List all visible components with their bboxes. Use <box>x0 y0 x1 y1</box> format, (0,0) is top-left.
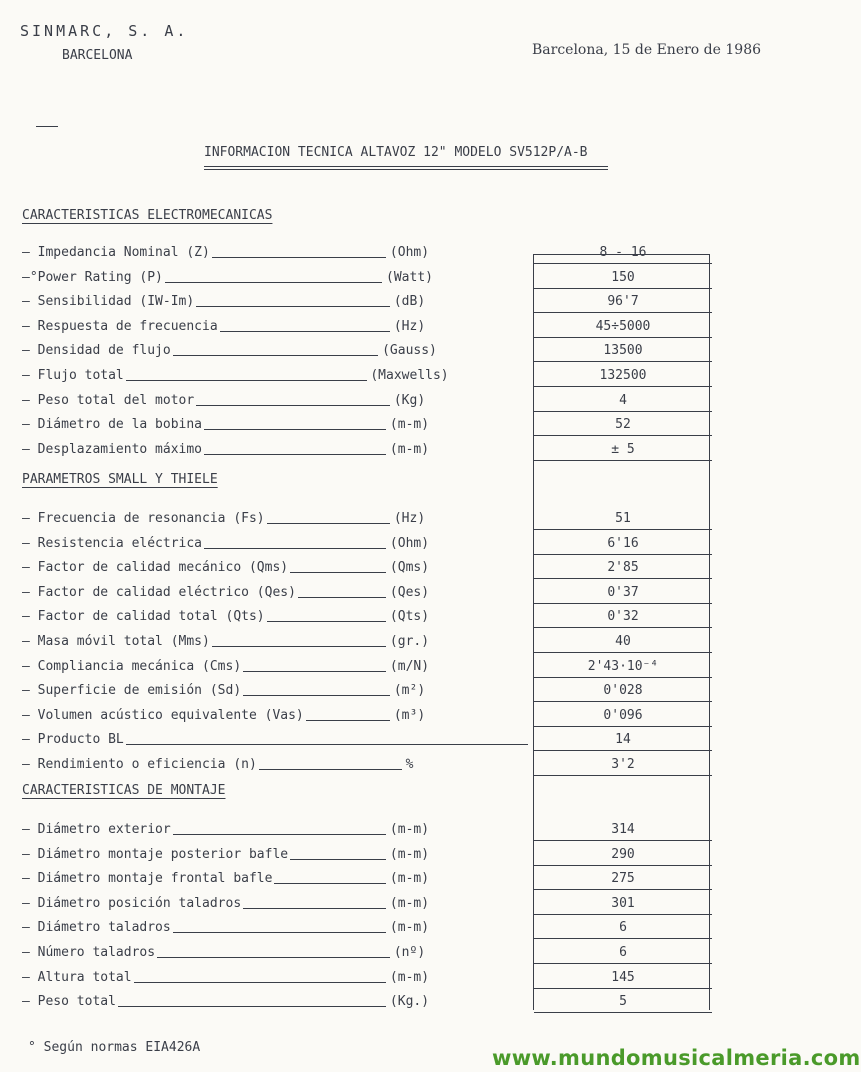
spec-value: 8 - 16 <box>599 245 647 260</box>
spec-unit: (Gauss) <box>382 343 437 359</box>
spec-value: 0'096 <box>603 707 643 723</box>
spec-row <box>22 553 712 575</box>
spec-value: 52 <box>615 417 631 433</box>
spec-value: 40 <box>615 634 631 649</box>
spec-row <box>22 987 712 1009</box>
spec-row <box>22 435 712 457</box>
title-underline-2 <box>204 169 608 170</box>
document-title: INFORMACION TECNICA ALTAVOZ 12" MODELO SV512P/A-B <box>204 145 588 160</box>
spec-value: 150 <box>611 269 635 285</box>
spec-value: 275 <box>611 871 635 887</box>
spec-label: – Volumen acústico equivalente (Vas) <box>22 707 304 723</box>
spec-label: – Compliancia mecánica (Cms) <box>22 658 242 674</box>
spec-row <box>22 701 712 723</box>
section-heading-montaje: CARACTERISTICAS DE MONTAJE <box>22 783 226 798</box>
spec-row <box>22 815 712 837</box>
spec-value: 2'43·10⁻⁴ <box>587 658 659 674</box>
spec-row <box>22 263 712 285</box>
spec-unit: (m/N) <box>389 658 430 674</box>
spec-row <box>22 652 712 674</box>
spec-value: 301 <box>611 895 635 911</box>
spec-label: – Diámetro montaje frontal bafle <box>22 871 273 887</box>
spec-unit: (Ohm) <box>389 245 430 260</box>
spec-row <box>22 287 712 309</box>
spec-unit: (Watt) <box>386 269 433 285</box>
spec-unit: (m³) <box>393 707 426 723</box>
spec-unit: (m-m) <box>389 417 430 433</box>
spec-row <box>22 361 712 383</box>
leader-line <box>126 744 528 745</box>
spec-row <box>22 627 712 649</box>
spec-value: 6 <box>619 920 627 936</box>
spec-unit: (m-m) <box>389 969 430 985</box>
spec-row <box>22 864 712 886</box>
spec-value: 2'85 <box>607 560 639 576</box>
spec-row <box>22 938 712 960</box>
spec-row <box>22 578 712 600</box>
spec-label: – Altura total <box>22 969 132 985</box>
section-heading-electromecanicas: CARACTERISTICAS ELECTROMECANICAS <box>22 208 273 223</box>
spec-unit: (Qes) <box>389 584 430 600</box>
spec-value: 0'32 <box>607 609 639 625</box>
watermark: www.mundomusicalmeria.com <box>492 1046 861 1070</box>
spec-label: – Desplazamiento máximo <box>22 441 203 457</box>
spec-row <box>22 840 712 862</box>
spec-value: 145 <box>611 969 635 985</box>
spec-label: – Resistencia eléctrica <box>22 535 203 551</box>
spec-label: – Diámetro exterior <box>22 822 171 837</box>
spec-row <box>22 410 712 432</box>
spec-value: 290 <box>611 846 635 862</box>
spec-row <box>22 725 712 747</box>
spec-label: – Peso total del motor <box>22 392 195 408</box>
spec-row <box>22 312 712 334</box>
spec-row <box>22 238 712 260</box>
spec-value: 51 <box>615 511 631 526</box>
spec-row <box>22 386 712 408</box>
spec-label: – Diámetro posición taladros <box>22 895 242 911</box>
spec-value: ± 5 <box>611 441 635 457</box>
spec-label: – Impedancia Nominal (Z) <box>22 245 210 260</box>
spec-unit: (m-m) <box>389 822 430 837</box>
spec-row <box>22 529 712 551</box>
company-city: BARCELONA <box>62 48 133 63</box>
spec-value: 0'37 <box>607 584 639 600</box>
spec-unit: (m-m) <box>389 895 430 911</box>
spec-value: 96'7 <box>607 294 639 310</box>
spec-unit: (m-m) <box>389 871 430 887</box>
margin-mark <box>36 126 58 127</box>
company-name: SINMARC, S. A. <box>20 22 189 40</box>
spec-value: 132500 <box>599 368 647 383</box>
value-rule <box>534 460 712 461</box>
spec-unit: (m²) <box>393 683 426 699</box>
spec-unit: (Maxwells) <box>370 368 449 383</box>
spec-row <box>22 336 712 358</box>
spec-row <box>22 963 712 985</box>
spec-unit: (m-m) <box>389 920 430 936</box>
spec-label: – Sensibilidad (IW-Im) <box>22 294 195 310</box>
spec-value: 0'028 <box>603 683 643 699</box>
spec-label: – Factor de calidad total (Qts) <box>22 609 265 625</box>
spec-row <box>22 602 712 624</box>
spec-label: – Diámetro taladros <box>22 920 171 936</box>
spec-label: –°Power Rating (P) <box>22 269 163 285</box>
spec-row <box>22 504 712 526</box>
spec-label: – Diámetro montaje posterior bafle <box>22 846 289 862</box>
spec-unit: (Qts) <box>389 609 430 625</box>
spec-value: 314 <box>611 822 635 837</box>
spec-row <box>22 889 712 911</box>
title-underline-1 <box>204 166 608 167</box>
spec-label: – Rendimiento o eficiencia (n) <box>22 757 257 772</box>
spec-value: 3'2 <box>611 757 635 772</box>
spec-value: 45÷5000 <box>595 318 651 334</box>
spec-value: 4 <box>619 392 627 408</box>
spec-label: – Densidad de flujo <box>22 343 171 359</box>
spec-unit: (Hz) <box>393 318 426 334</box>
footnote: ° Según normas EIA426A <box>28 1040 201 1055</box>
spec-label: – Respuesta de frecuencia <box>22 318 218 334</box>
spec-row <box>22 676 712 698</box>
value-rule <box>534 775 712 776</box>
spec-label: – Frecuencia de resonancia (Fs) <box>22 511 265 526</box>
section-heading-small-thiele: PARAMETROS SMALL Y THIELE <box>22 472 218 487</box>
spec-label: – Producto BL <box>22 732 124 748</box>
spec-unit: (nº) <box>393 945 426 960</box>
document-date: Barcelona, 15 de Enero de 1986 <box>532 42 762 58</box>
spec-unit: (Hz) <box>393 511 426 526</box>
spec-value: 6'16 <box>607 535 639 551</box>
spec-label: – Peso total <box>22 994 116 1010</box>
spec-value: 13500 <box>603 343 643 359</box>
spec-label: – Factor de calidad mecánico (Qms) <box>22 560 289 576</box>
spec-label: – Flujo total <box>22 368 124 383</box>
spec-unit: (Ohm) <box>389 535 430 551</box>
spec-label: – Masa móvil total (Mms) <box>22 634 210 649</box>
spec-unit: (Qms) <box>389 560 430 576</box>
spec-value: 14 <box>615 732 631 748</box>
spec-unit: (m-m) <box>389 441 430 457</box>
spec-value: 5 <box>619 994 627 1010</box>
spec-unit: (dB) <box>393 294 426 310</box>
spec-label: – Diámetro de la bobina <box>22 417 203 433</box>
spec-label: – Superficie de emisión (Sd) <box>22 683 242 699</box>
spec-label: – Número taladros <box>22 945 156 960</box>
spec-row <box>22 913 712 935</box>
spec-unit: (Kg.) <box>389 994 430 1010</box>
spec-row <box>22 750 712 772</box>
value-rule <box>534 1012 712 1013</box>
spec-label: – Factor de calidad eléctrico (Qes) <box>22 584 296 600</box>
spec-value: 6 <box>619 945 627 960</box>
spec-unit: % <box>405 757 414 772</box>
spec-unit: (m-m) <box>389 846 430 862</box>
spec-unit: (Kg) <box>393 392 426 408</box>
spec-unit: (gr.) <box>389 634 430 649</box>
